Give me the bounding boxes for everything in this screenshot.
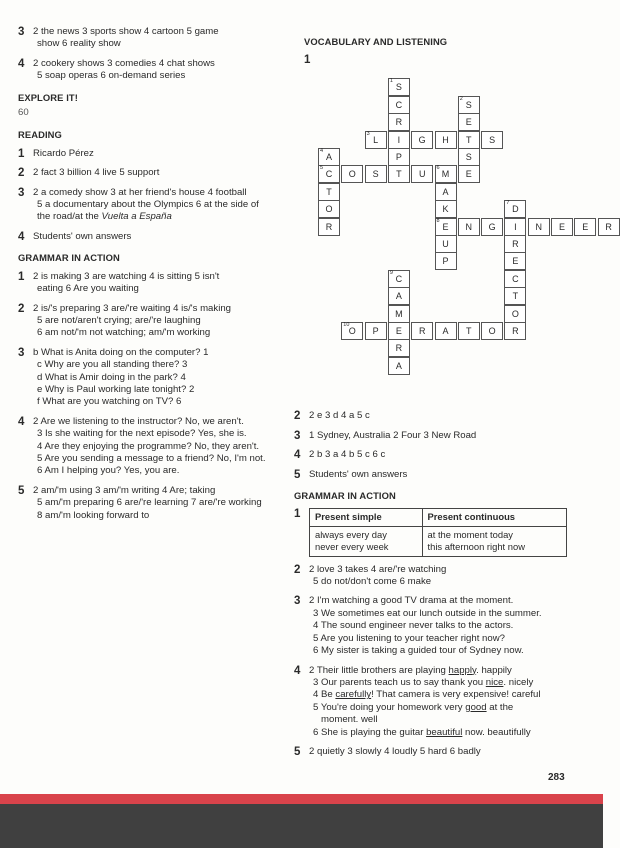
crossword-letter: A — [442, 186, 449, 197]
crossword-letter: C — [512, 273, 519, 284]
answer-line: f What are you watching on TV? 6 — [37, 396, 182, 408]
clue-number: 6 — [436, 165, 440, 172]
crossword-letter: G — [418, 134, 426, 145]
line-text: now. beautifully — [462, 726, 531, 738]
item-number: 5 — [294, 468, 301, 481]
crossword-cell — [458, 218, 480, 236]
answer-item — [294, 430, 594, 442]
line-text: 3 Our parents teach us to say thank you — [313, 676, 486, 688]
item-number: 4 — [18, 230, 25, 243]
crossword-letter: C — [325, 169, 333, 180]
line-text: 5 You're doing your homework very — [313, 701, 466, 713]
crossword-cell — [318, 200, 340, 218]
vocab-heading: VOCABULARY AND LISTENING — [304, 36, 448, 47]
item-number: 5 — [18, 484, 25, 497]
answer-line: 2 is making 3 are watching 4 is sitting 5 isn't — [33, 270, 220, 282]
answer-line: 5 Are you listening to your teacher right now? — [313, 632, 505, 644]
crossword-cell — [458, 113, 480, 131]
answer-line: 2 am/'m using 3 am/'m writing 4 Are; taking — [33, 484, 216, 496]
reading-heading: READING — [18, 129, 62, 141]
crossword-cell — [458, 131, 480, 149]
crossword-letter: S — [395, 82, 402, 93]
crossword-cell — [435, 183, 457, 201]
answer-line: 5 are not/aren't crying; are/'re laughing — [37, 314, 201, 326]
underlined-word: good — [465, 701, 487, 713]
answer-item — [294, 595, 594, 657]
crossword-cell — [458, 165, 480, 183]
crossword-letter: N — [465, 221, 473, 232]
line-text: at the — [486, 701, 514, 713]
crossword-cell — [388, 270, 410, 288]
clue-number: 1 — [389, 78, 393, 85]
crossword-letter: P — [395, 152, 402, 162]
answer-line: 5 Are you sending a message to a friend? No, I'm not. — [37, 452, 266, 464]
item-number: 4 — [294, 449, 301, 462]
table-item — [294, 508, 594, 556]
table-header-simple: Present simple — [310, 509, 423, 526]
crossword-cell — [481, 131, 503, 149]
answer-line: b What is Anita doing on the computer? 1 — [33, 346, 209, 358]
crossword-cell — [435, 252, 457, 270]
answer-line: e Why is Paul working late tonight? 2 — [37, 383, 195, 395]
crossword-cell — [411, 165, 433, 183]
crossword-letter: G — [488, 221, 496, 232]
answer-line: 6 Am I helping you? Yes, you are. — [37, 465, 180, 477]
crossword-letter: S — [465, 99, 472, 110]
adverb-answers — [294, 746, 594, 758]
answer-item — [18, 347, 286, 409]
answer-line: 8 am/'m looking forward to — [37, 509, 150, 521]
answer-item — [18, 58, 286, 83]
crossword-cell — [388, 357, 410, 375]
crossword-cell — [411, 131, 433, 149]
answer-line — [309, 702, 594, 714]
crossword-cell — [388, 113, 410, 131]
crossword-cell — [318, 148, 340, 166]
crossword-cell — [388, 305, 410, 323]
line-text: moment. well — [321, 714, 378, 726]
answer-line — [309, 665, 594, 677]
crossword-cell — [365, 131, 387, 149]
answer-line — [309, 727, 594, 739]
crossword-letter: A — [442, 326, 449, 336]
item-number: 2 — [18, 302, 25, 315]
item-number: 4 — [18, 57, 25, 70]
crossword-cell — [318, 165, 340, 183]
item-number: 3 — [18, 26, 25, 38]
page-number: 283 — [548, 772, 565, 783]
explore-heading: EXPLORE IT! — [18, 91, 78, 103]
answer-line: eating 6 Are you waiting — [37, 283, 139, 295]
clue-number: 5 — [320, 165, 324, 172]
crossword-letter: R — [395, 343, 403, 354]
crossword-cell — [481, 322, 503, 340]
crossword-letter: E — [465, 117, 472, 128]
crossword-cell — [504, 322, 526, 340]
crossword-cell — [458, 148, 480, 166]
answer-item — [18, 167, 286, 179]
crossword-cell — [388, 287, 410, 305]
crossword-letter: A — [325, 152, 332, 162]
crossword-cell — [341, 165, 363, 183]
crossword-letter: N — [535, 221, 542, 232]
crossword-letter: S — [372, 169, 379, 180]
line-text: ! That camera is very expensive! careful — [371, 689, 541, 701]
answer-item — [294, 564, 594, 589]
explore-value: 60 — [18, 107, 29, 119]
table-cell-continuous: at the moment today this afternoon right now — [422, 526, 566, 556]
crossword-cell — [388, 339, 410, 357]
crossword-cell — [504, 305, 526, 323]
answer-item — [18, 271, 286, 296]
crossword-cell — [435, 218, 457, 236]
table-cell-simple: always every day never every week — [310, 526, 423, 556]
answer-line — [309, 689, 594, 701]
item-number: 3 — [294, 429, 301, 442]
answer-line: 2 Are we listening to the instructor? No, we aren't. — [33, 415, 244, 427]
crossword-letter: I — [514, 221, 517, 232]
crossword-letter: D — [512, 204, 519, 215]
crossword-cell — [458, 322, 480, 340]
answer-line: c Why are you all standing there? 3 — [37, 359, 188, 371]
crossword-letter: S — [465, 152, 472, 162]
bottom-stripe — [0, 794, 603, 804]
crossword-letter: R — [418, 326, 426, 336]
crossword — [294, 54, 612, 410]
crossword-letter: S — [489, 134, 496, 145]
crossword-letter: R — [395, 117, 403, 128]
crossword-letter: R — [512, 239, 519, 249]
item-number: 3 — [18, 186, 25, 199]
item-number: 1 — [18, 270, 25, 283]
crossword-letter: R — [605, 221, 612, 232]
answer-item — [294, 410, 594, 422]
item-number: 2 — [294, 410, 301, 423]
answer-item — [18, 303, 286, 340]
clue-number: 8 — [436, 217, 440, 224]
answer-line: 5 am/'m preparing 6 are/'re learning 7 are/'re working — [37, 497, 262, 509]
crossword-letter: P — [372, 326, 379, 336]
answer-line: Students' own answers — [33, 230, 132, 242]
right-column — [294, 26, 612, 765]
answer-line: 4 Are they enjoying the programme? No, they aren't. — [37, 440, 260, 452]
crossword-letter: O — [325, 204, 333, 215]
crossword-letter: H — [442, 134, 449, 145]
answer-line: 5 do not/don't come 6 make — [313, 576, 432, 588]
crossword-cell — [504, 270, 526, 288]
crossword-letter: E — [442, 221, 449, 232]
crossword-letter: T — [512, 291, 519, 302]
crossword-letter: R — [512, 326, 519, 336]
answer-line: 2 a comedy show 3 at her friend's house 4 football — [33, 186, 247, 198]
answer-line: 2 e 3 d 4 a 5 c — [309, 410, 370, 422]
clue-number: 9 — [389, 269, 393, 276]
answer-line: 3 Is she waiting for the next episode? Yes, she is. — [37, 428, 247, 440]
clue-number: 2 — [459, 95, 463, 102]
crossword-cell — [388, 131, 410, 149]
line-text: 6 She is playing the guitar — [313, 726, 427, 738]
item-number: 4 — [18, 415, 25, 428]
crossword-letter: C — [395, 273, 403, 284]
crossword-letter: O — [488, 326, 496, 336]
crossword-letter: M — [395, 308, 403, 319]
grammar-answers-right — [294, 564, 594, 658]
underlined-word: carefully — [335, 689, 372, 701]
answer-line: 6 My sister is taking a guided tour of Sydney now. — [313, 645, 524, 657]
crossword-cell — [551, 218, 573, 236]
answer-line: 6 am not/'m not watching; am/'m working — [37, 327, 211, 339]
crossword-letter: C — [395, 99, 403, 110]
answer-line: 2 cookery shows 3 comedies 4 chat shows — [33, 57, 215, 69]
underlined-word: happly — [448, 664, 477, 676]
line-text: 2 Their little brothers are playing — [309, 664, 449, 676]
crossword-letter: T — [466, 326, 472, 336]
answer-item — [18, 416, 286, 478]
crossword-letter: U — [418, 169, 426, 180]
crossword-cell — [504, 200, 526, 218]
crossword-cell — [318, 218, 340, 236]
clue-number: 10 — [343, 322, 350, 328]
crossword-cell — [435, 165, 457, 183]
crossword-cell — [528, 218, 550, 236]
tense-table — [309, 508, 567, 556]
crossword-letter: U — [442, 239, 449, 249]
crossword-letter: T — [326, 186, 332, 197]
answer-item — [18, 485, 286, 522]
crossword-cell — [435, 200, 457, 218]
tv-vocabulary-answers — [18, 26, 286, 83]
answer-item — [294, 746, 594, 758]
line-text: 4 Be — [313, 689, 336, 701]
answer-line: 2 quietly 3 slowly 4 loudly 5 hard 6 badly — [309, 745, 481, 757]
crossword-cell — [458, 96, 480, 114]
crossword-cell — [481, 218, 503, 236]
crossword-letter: O — [348, 169, 356, 180]
crossword-letter: O — [348, 326, 356, 336]
crossword-letter: A — [395, 291, 402, 302]
answer-line: 3 We sometimes eat our lunch outside in the summer. — [313, 607, 542, 619]
answer-line: 2 the news 3 sports show 4 cartoon 5 game — [33, 26, 219, 37]
answer-line: the road/at the Vuelta a España — [37, 211, 172, 223]
answer-line: Ricardo Pérez — [33, 147, 94, 159]
answer-line: 1 Sydney, Australia 2 Four 3 New Road — [309, 429, 477, 441]
answer-item — [18, 231, 286, 243]
scan-shadow — [0, 804, 603, 848]
answer-line: 2 b 3 a 4 b 5 c 6 c — [309, 449, 386, 461]
crossword-cell — [411, 322, 433, 340]
crossword-cell — [365, 322, 387, 340]
answer-line: show 6 reality show — [37, 38, 121, 50]
answer-line: 4 The sound engineer never talks to the actors. — [313, 620, 514, 632]
item-number: 4 — [294, 664, 301, 677]
answer-item — [18, 187, 286, 224]
crossword-letter: P — [442, 256, 449, 267]
crossword-letter: E — [465, 169, 472, 180]
crossword-cell — [318, 183, 340, 201]
answer-item — [18, 148, 286, 160]
item-number: 2 — [294, 563, 301, 576]
answer-line — [309, 714, 594, 726]
item-number: 2 — [18, 167, 25, 180]
item-number: 1 — [294, 508, 301, 521]
table-header-continuous: Present continuous — [422, 509, 566, 526]
crossword-cell — [435, 131, 457, 149]
answer-line: 5 soap operas 6 on-demand series — [37, 70, 186, 82]
crossword-letter: E — [558, 221, 565, 232]
item-number: 3 — [294, 595, 301, 608]
crossword-cell — [388, 165, 410, 183]
crossword-letter: I — [397, 134, 401, 145]
crossword-letter: O — [511, 308, 519, 319]
underlined-word: beautiful — [426, 726, 463, 738]
left-column — [18, 26, 286, 529]
crossword-cell — [341, 322, 363, 340]
answer-line: 5 a documentary about the Olympics 6 at the side of — [37, 199, 259, 211]
crossword-cell — [574, 218, 596, 236]
clue-number: 4 — [320, 148, 324, 154]
crossword-letter: T — [396, 169, 402, 180]
crossword-letter: E — [395, 326, 402, 336]
clue-number: 3 — [366, 130, 370, 137]
answer-line: 2 I'm watching a good TV drama at the moment. — [309, 595, 514, 607]
item-number: 3 — [18, 346, 25, 359]
crossword-cell — [504, 287, 526, 305]
item-number: 5 — [294, 745, 301, 758]
grammar-heading-right: GRAMMAR IN ACTION — [294, 490, 396, 502]
crossword-letter: K — [442, 204, 449, 215]
answer-item — [18, 26, 286, 51]
grammar-answers-left — [18, 271, 286, 522]
crossword-letter: R — [325, 221, 333, 232]
answer-line: d What is Amir doing in the park? 4 — [37, 371, 186, 383]
crossword-letter: M — [441, 169, 450, 180]
crossword-letter: E — [512, 256, 519, 267]
line-text: . happily — [476, 664, 512, 676]
answer-line: 2 is/'s preparing 3 are/'re waiting 4 is/'s making — [33, 302, 231, 314]
answer-line: 2 love 3 takes 4 are/'re watching — [309, 563, 447, 575]
answer-line: 2 fact 3 billion 4 live 5 support — [33, 167, 160, 179]
reading-answers — [18, 148, 286, 243]
answer-item — [294, 469, 594, 481]
crossword-letter: A — [395, 360, 402, 371]
crossword-cell — [388, 96, 410, 114]
crossword-cell — [435, 235, 457, 253]
answer-line — [309, 677, 594, 689]
answer-line: Students' own answers — [309, 468, 408, 480]
clue-number: 7 — [506, 200, 510, 207]
crossword-cell — [504, 218, 526, 236]
crossword-cell — [388, 322, 410, 340]
crossword-cell — [504, 252, 526, 270]
item-number: 1 — [18, 147, 25, 160]
crossword-number: 1 — [304, 54, 311, 67]
underlined-word: nice — [485, 676, 504, 688]
crossword-cell — [435, 322, 457, 340]
answer-item — [294, 665, 594, 739]
line-text: . nicely — [503, 676, 534, 688]
crossword-letter: L — [373, 134, 379, 145]
crossword-letter: E — [582, 221, 589, 232]
crossword-letter: T — [466, 134, 472, 145]
grammar-heading-left: GRAMMAR IN ACTION — [18, 252, 120, 264]
crossword-cell — [365, 165, 387, 183]
crossword-cell — [388, 78, 410, 96]
answer-item — [294, 449, 594, 461]
crossword-cell — [504, 235, 526, 253]
crossword-cell — [388, 148, 410, 166]
vocab-answers — [294, 410, 594, 481]
crossword-cell — [598, 218, 620, 236]
